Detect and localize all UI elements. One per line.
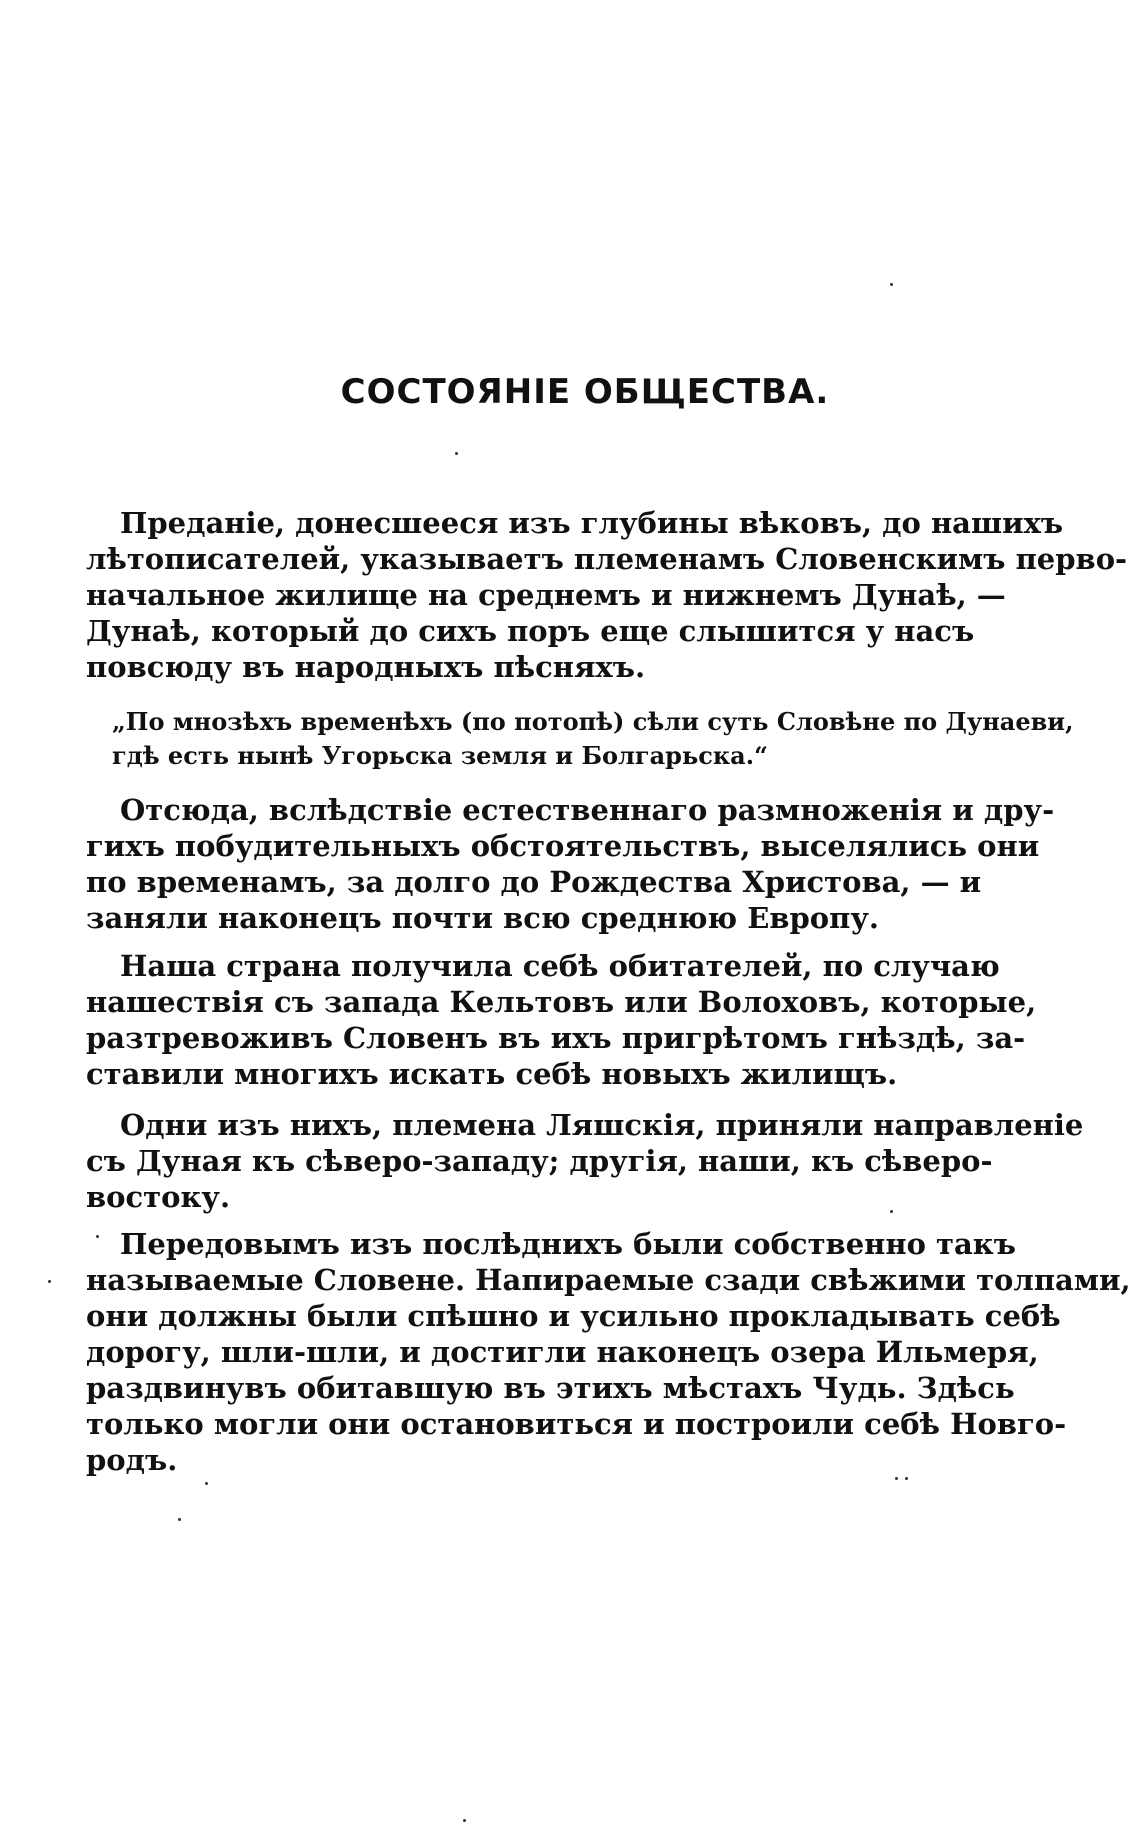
text-line: они должны были спѣшно и усильно прокладывать себѣ [86,1299,1061,1333]
quote-line: гдѣ есть нынѣ Угорьска земля и Болгарьска.“ [112,741,768,770]
scan-speck [96,1235,99,1238]
scan-speck [463,1819,466,1822]
chronicle-quote [112,705,1074,773]
page-title: СОСТОЯНIЕ ОБЩЕСТВА. [340,372,830,412]
scan-speck [205,1482,208,1485]
text-line: называемые Словене. Напираемые сзади свѣжими толпами, [86,1263,1131,1297]
paragraph-1 [86,505,1128,685]
text-line: востоку. [86,1180,231,1214]
paragraph-2 [86,792,1055,936]
scan-speck [455,452,458,455]
text-line: только могли они остановиться и построили себѣ Новго- [86,1407,1067,1441]
quote-line: „По мнозѣхъ временѣхъ (по потопѣ) сѣли суть Словѣне по Дунаеви, [112,707,1074,736]
text-line: заняли наконецъ почти всю среднюю Европу. [86,901,880,935]
scan-speck [178,1518,181,1521]
text-line: съ Дуная къ сѣверо-западу; другія, наши, къ сѣверо- [86,1144,993,1178]
text-line: ставили многихъ искать себѣ новыхъ жилищъ. [86,1057,898,1091]
text-line: дорогу, шли-шли, и достигли наконецъ озера Ильмеря, [86,1335,1039,1369]
text-line: Одни изъ нихъ, племена Ляшскія, приняли направленіе [120,1108,1084,1142]
text-line: повсюду въ народныхъ пѣсняхъ. [86,650,646,684]
paragraph-5 [86,1226,1131,1478]
text-line: Отсюда, вслѣдствіе естественнаго размноженія и дру- [120,793,1055,827]
text-line: начальное жилище на среднемъ и нижнемъ Дунаѣ, — [86,578,1006,612]
scan-speck [905,1477,908,1480]
scan-speck [895,1477,898,1480]
scan-speck [890,283,893,286]
paragraph-4 [86,1107,1084,1215]
text-line: Преданіе, донесшееся изъ глубины вѣковъ, до нашихъ [120,506,1064,540]
text-line: нашествія съ запада Кельтовъ или Волоховъ, которые, [86,985,1037,1019]
text-line: гихъ побудительныхъ обстоятельствъ, выселялись они [86,829,1040,863]
text-line: по временамъ, за долго до Рождества Христова, — и [86,865,982,899]
text-line: родъ. [86,1443,178,1477]
paragraph-3 [86,948,1037,1092]
text-line: раздвинувъ обитавшую въ этихъ мѣстахъ Чудь. Здѣсь [86,1371,1015,1405]
scan-speck [48,1280,51,1283]
text-line: Дунаѣ, который до сихъ поръ еще слышится у насъ [86,614,975,648]
text-line: Наша страна получила себѣ обитателей, по случаю [120,949,1000,983]
scan-speck [890,1210,893,1213]
text-line: Передовымъ изъ послѣднихъ были собственно такъ [120,1227,1016,1261]
text-line: разтревоживъ Словенъ въ ихъ пригрѣтомъ гнѣздѣ, за- [86,1021,1026,1055]
text-line: лѣтописателей, указываетъ племенамъ Словенскимъ перво- [86,542,1128,576]
